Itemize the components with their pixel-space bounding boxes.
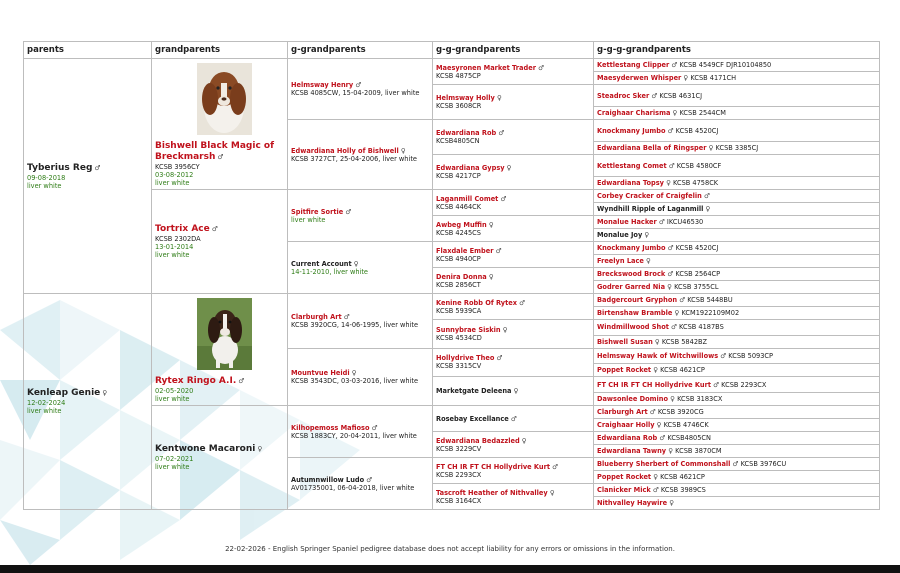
g5-cell: Badgercourt Gryphon ♂ KCSB 5448BU — [594, 294, 880, 307]
g5-cell: Craighaar Holly ♀ KCSB 4746CK — [594, 419, 880, 432]
parent-color: liver white — [27, 181, 62, 190]
g5-cell: Breckswood Brock ♂ KCSB 2564CP — [594, 268, 880, 281]
g5-cell: Edwardiana Tawny ♀ KCSB 3870CM — [594, 445, 880, 458]
g5-cell: Steadroc Sker ♂ KCSB 4631CJ — [594, 85, 880, 107]
grandparent-cell: Bishwell Black Magic of Breckmarsh ♂ KCSB 3956CY 03-08-2012 liver white — [152, 59, 288, 190]
col-header-g-grandparents: g-grandparents — [288, 42, 433, 59]
g5-cell: Poppet Rocket ♀ KCSB 4621CP — [594, 471, 880, 484]
grandparent-name[interactable]: Rytex Ringo A.I. — [155, 376, 237, 386]
g5-cell: Blueberry Sherbert of Commonshall ♂ KCSB 3976CU — [594, 458, 880, 471]
grandparent-name[interactable]: Bishwell Black Magic of Breckmarsh — [155, 141, 275, 162]
gggp-cell: Tascroft Heather of Nithvalley ♀ KCSB 3164CX — [433, 484, 594, 510]
g5-cell: FT CH IR FT CH Hollydrive Kurt ♂ KCSB 2293CX — [594, 377, 880, 393]
parent-color: liver white — [27, 407, 62, 415]
g5-cell: Kettlestang Clipper ♂ KCSB 4549CF DJR10104850 — [594, 59, 880, 72]
g5-cell: Corbey Cracker of Craigfelin ♂ — [594, 190, 880, 203]
g5-cell: Edwardiana Bella of Ringsper ♀ KCSB 3385CJ — [594, 142, 880, 155]
grandparent-name[interactable]: Kentwone Macaroni — [155, 444, 256, 454]
header-row — [24, 42, 880, 59]
g5-cell: Knockmany Jumbo ♂ KCSB 4520CJ — [594, 242, 880, 255]
gggp-cell: Flaxdale Ember ♂ KCSB 4940CP — [433, 242, 594, 268]
col-header-parents: parents — [24, 42, 152, 59]
ggp-cell: Kilhopemoss Mafioso ♂ KCSB 1883CY, 20-04-2011, liver white — [288, 406, 433, 458]
gggp-cell: Hollydrive Theo ♂ KCSB 3315CV — [433, 348, 594, 377]
parent-cell-sire: Tyberius Reg ♂ 09-08-2018 liver white — [24, 59, 152, 294]
col-header-g-g-g-grandparents: g-g-g-grandparents — [594, 42, 880, 59]
gggp-cell: FT CH IR FT CH Hollydrive Kurt ♂ KCSB 2293CX — [433, 458, 594, 484]
gggp-cell: Edwardiana Gypsy ♀ KCSB 4217CP — [433, 155, 594, 190]
gggp-cell: Denira Donna ♀ KCSB 2856CT — [433, 268, 594, 294]
grandparent-cell: Kentwone Macaroni ♀ 07-02-2021 liver white — [152, 406, 288, 510]
gggp-cell: Helmsway Holly ♀ KCSB 3608CR — [433, 85, 594, 120]
parent-cell-dam: Kenleap Genie ♀ 12-02-2024 liver white — [24, 294, 152, 510]
col-header-grandparents: grandparents — [152, 42, 288, 59]
ggp-cell: Autumnwillow Ludo ♂ AV01735001, 06-04-2018, liver white — [288, 458, 433, 510]
g5-cell: Godrer Garred Nia ♀ KCSB 3755CL — [594, 281, 880, 294]
gggp-cell: Awbeg Muffin ♀ KCSB 4245CS — [433, 216, 594, 242]
dog-photo-rytex — [197, 298, 252, 370]
gggp-cell: Laganmill Comet ♂ KCSB 4464CK — [433, 190, 594, 216]
g5-cell: Clarburgh Art ♂ KCSB 3920CG — [594, 406, 880, 419]
ggp-cell: Edwardiana Holly of Bishwell ♀ KCSB 3727CT, 25-04-2006, liver white — [288, 120, 433, 190]
bottom-bar — [0, 565, 900, 573]
g5-cell: Monalue Hacker ♂ IKCU46530 — [594, 216, 880, 229]
grandparent-name[interactable]: Tortrix Ace — [155, 224, 210, 234]
parent-name[interactable]: Kenleap Genie — [27, 388, 101, 398]
g5-cell: Maesyderwen Whisper ♀ KCSB 4171CH — [594, 72, 880, 85]
grandparent-cell: Tortrix Ace ♂ KCSB 2302DA 13-01-2014 liver white — [152, 190, 288, 294]
ggp-cell: Mountvue Heidi ♀ KCSB 3543DC, 03-03-2016, liver white — [288, 348, 433, 405]
g5-cell: Monalue Joy ♀ — [594, 229, 880, 242]
gggp-cell: Rosebay Excellance ♂ — [433, 406, 594, 432]
g5-cell: Clanicker Mick ♂ KCSB 3989CS — [594, 484, 880, 497]
g5-cell: Windmillwood Shot ♂ KCSB 4187BS — [594, 320, 880, 336]
g5-cell: Bishwell Susan ♀ KCSB 5842BZ — [594, 335, 880, 348]
parent-date: 09-08-2018 — [27, 173, 66, 182]
gggp-cell: Maesyronen Market Trader ♂ KCSB 4875CP — [433, 59, 594, 85]
dog-photo-bishwell — [197, 63, 252, 135]
g5-cell: Knockmany Jumbo ♂ KCSB 4520CJ — [594, 120, 880, 142]
parent-date: 12-02-2024 — [27, 399, 66, 407]
g5-cell: Freelyn Lace ♀ — [594, 255, 880, 268]
gggp-cell: Marketgate Deleena ♀ — [433, 377, 594, 406]
grandparent-cell: Rytex Ringo A.I. ♂ 02-05-2020 liver white — [152, 294, 288, 406]
g5-cell: Edwardiana Topsy ♀ KCSB 4758CK — [594, 177, 880, 190]
gggp-cell: Edwardiana Bedazzled ♀ KCSB 3229CV — [433, 432, 594, 458]
gggp-cell: Edwardiana Rob ♂ KCSB4805CN — [433, 120, 594, 155]
g5-cell: Helmsway Hawk of Witchwillows ♂ KCSB 5093CP — [594, 348, 880, 364]
g5-cell: Wyndhill Ripple of Laganmill ♀ — [594, 203, 880, 216]
ggp-cell: Spitfire Sortie ♂ liver white — [288, 190, 433, 242]
g5-cell: Poppet Rocket ♀ KCSB 4621CP — [594, 364, 880, 377]
ggp-cell: Current Account ♀ 14-11-2010, liver white — [288, 242, 433, 294]
g5-cell: Kettlestang Comet ♂ KCSB 4580CF — [594, 155, 880, 177]
g5-cell: Dawsonlee Domino ♀ KCSB 3183CX — [594, 393, 880, 406]
ggp-cell: Helmsway Henry ♂ KCSB 4085CW, 15-04-2009, liver white — [288, 59, 433, 120]
ggp-cell: Clarburgh Art ♂ KCSB 3920CG, 14-06-1995, liver white — [288, 294, 433, 349]
g5-cell: Nithvalley Haywire ♀ — [594, 497, 880, 510]
disclaimer-footer: 22-02-2026 - English Springer Spaniel pedigree database does not accept liability for any errors or omissions in the information. — [225, 545, 675, 553]
col-header-g-g-grandparents: g-g-grandparents — [433, 42, 594, 59]
g5-cell: Craighaar Charisma ♀ KCSB 2544CM — [594, 107, 880, 120]
g5-cell: Birtenshaw Bramble ♀ KCM1922109M02 — [594, 307, 880, 320]
gggp-cell: Kenine Robb Of Rytex ♂ KCSB 5939CA — [433, 294, 594, 320]
pedigree-table — [23, 41, 880, 510]
parent-name[interactable]: Tyberius Reg — [27, 162, 93, 173]
g5-cell: Edwardiana Rob ♂ KCSB4805CN — [594, 432, 880, 445]
gggp-cell: Sunnybrae Siskin ♀ KCSB 4534CD — [433, 320, 594, 349]
